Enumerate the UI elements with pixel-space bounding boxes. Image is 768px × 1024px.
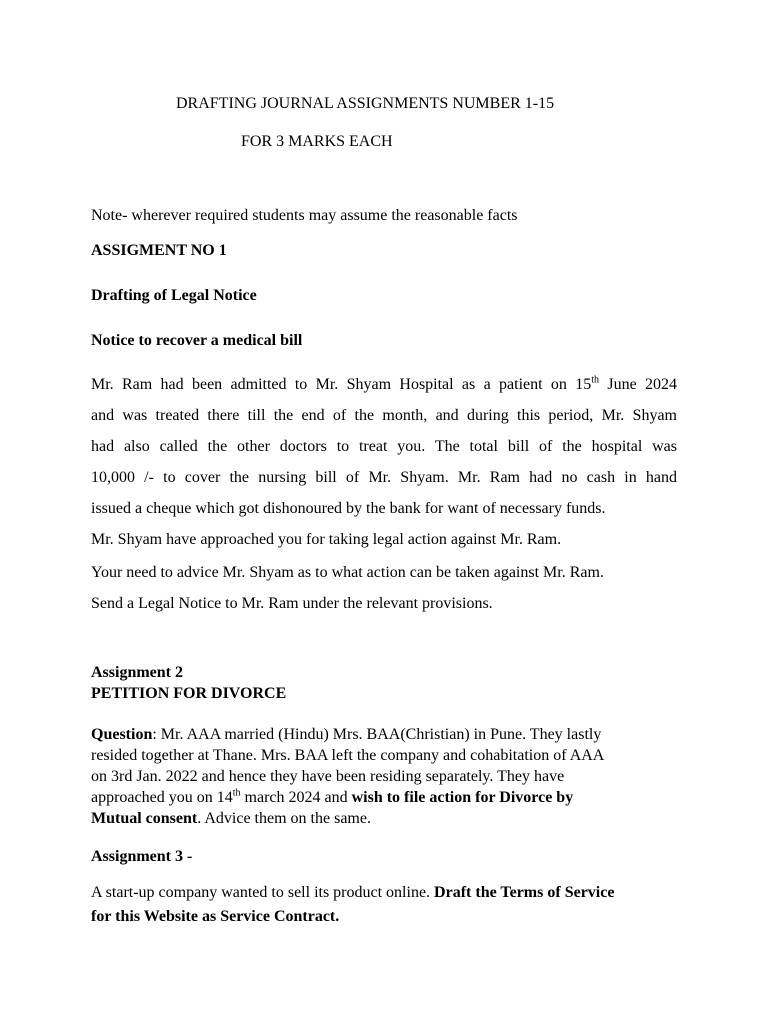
assignment1-heading: ASSIGMENT NO 1 [91, 242, 227, 259]
assignment3-line-1-bold: Draft the Terms of Service [434, 884, 615, 901]
assignment2-line-4-a: approached you on 14 [91, 789, 233, 806]
assignment2-line-5-rest: . Advice them on the same. [197, 810, 371, 827]
assignment1-line-5: issued a cheque which got dishonoured by the bank for want of necessary funds. [91, 500, 606, 517]
assignment1-line-3: had also called the other doctors to treat you. The total bill of the hospital was [91, 438, 677, 455]
assignment2-line-3: on 3rd Jan. 2022 and hence they have been residing separately. They have [91, 768, 565, 785]
assignment2-line-1 [91, 725, 601, 745]
document-subtitle: FOR 3 MARKS EACH [241, 133, 393, 150]
superscript-th: th [591, 374, 600, 386]
assignment2-title: PETITION FOR DIVORCE [91, 685, 287, 702]
assignment1-line-1 [91, 375, 677, 395]
note-text: Note- wherever required students may assume the reasonable facts [91, 207, 518, 224]
assignment1-line-1-b: June 2024 [599, 376, 678, 393]
assignment1-line-7: Your need to advice Mr. Shyam as to what action can be taken against Mr. Ram. [91, 564, 604, 581]
assignment2-line-5 [91, 809, 371, 829]
assignment1-line-1-a: Mr. Ram had been admitted to Mr. Shyam Hospital as a patient on 15 [91, 376, 592, 393]
assignment2-line-4-bold: wish to file action for Divorce by [351, 789, 574, 806]
document-title: DRAFTING JOURNAL ASSIGNMENTS NUMBER 1-15 [176, 95, 555, 112]
assignment1-line-8: Send a Legal Notice to Mr. Ram under the relevant provisions. [91, 595, 493, 612]
assignment1-line-4: 10,000 /- to cover the nursing bill of Mr. Shyam. Mr. Ram had no cash in hand [91, 469, 677, 486]
assignment1-subheading: Drafting of Legal Notice [91, 287, 257, 304]
assignment2-heading: Assignment 2 [91, 664, 184, 681]
question-label: Question [91, 726, 153, 743]
assignment1-topic: Notice to recover a medical bill [91, 332, 303, 349]
assignment2-line-2: resided together at Thane. Mrs. BAA left the company and cohabitation of AAA [91, 747, 605, 764]
assignment3-line-2: for this Website as Service Contract. [91, 908, 340, 925]
assignment3-line-1-a: A start-up company wanted to sell its product online. [91, 884, 435, 901]
superscript-th: th [232, 787, 241, 799]
assignment2-line-1-text: : Mr. AAA married (Hindu) Mrs. BAA(Christian) in Pune. They lastly [152, 726, 602, 743]
assignment2-line-4 [91, 788, 573, 808]
assignment1-line-6: Mr. Shyam have approached you for taking legal action against Mr. Ram. [91, 531, 562, 548]
assignment2-line-5-bold: Mutual consent [91, 810, 198, 827]
assignment2-line-4-b: march 2024 and [240, 789, 352, 806]
assignment3-line-1 [91, 883, 614, 903]
assignment3-heading: Assignment 3 - [91, 848, 193, 865]
assignment1-line-2: and was treated there till the end of the month, and during this period, Mr. Shyam [91, 407, 677, 424]
